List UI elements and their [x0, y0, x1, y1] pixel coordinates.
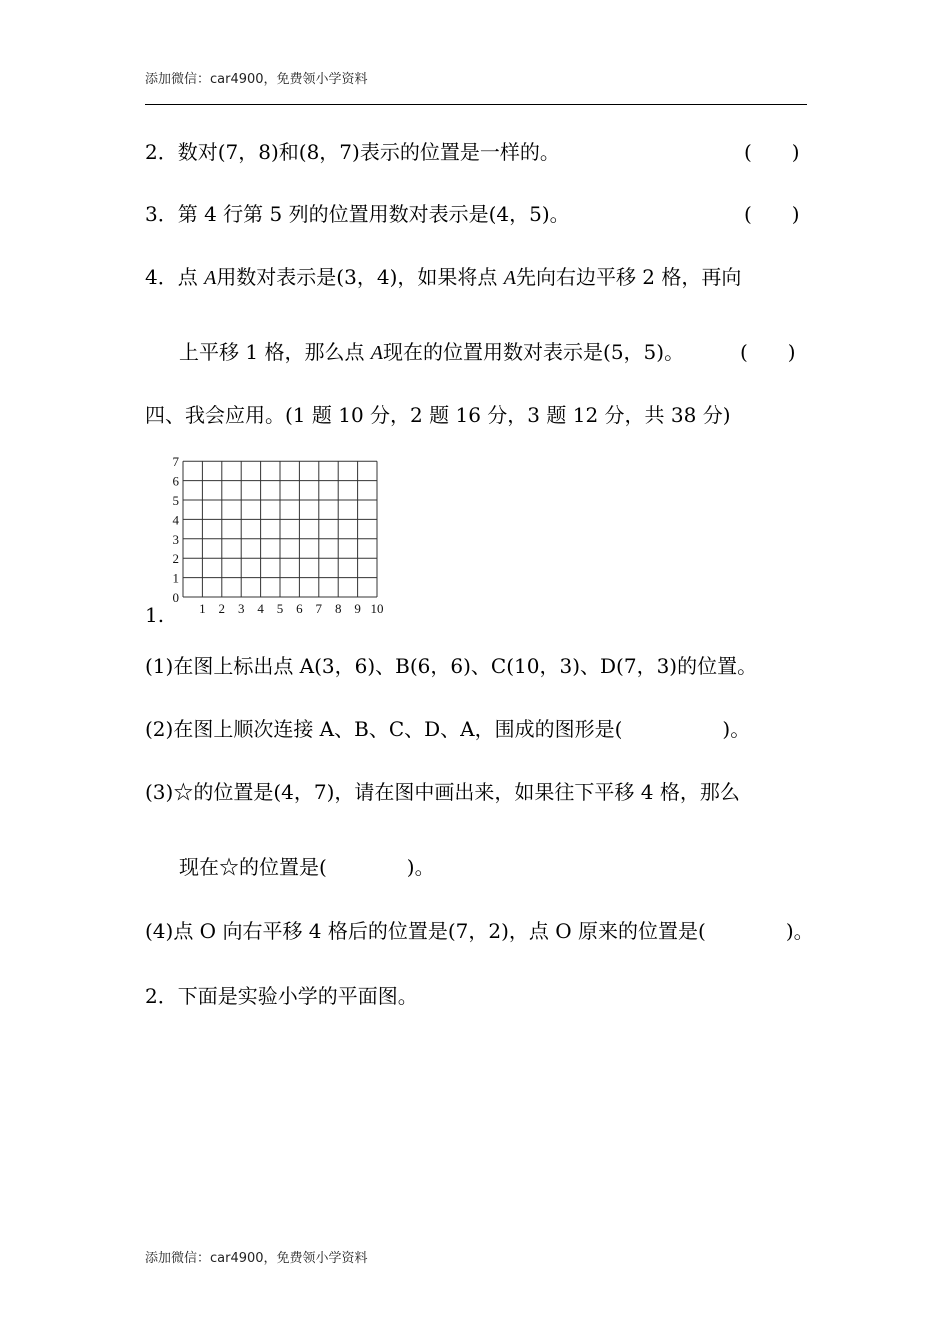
coordinate-grid: [165, 454, 395, 619]
q1-sub1: (1)在图上标出点 A(3，6)、B(6，6)、C(10，3)、D(7，3)的位置。: [145, 654, 758, 678]
footer-note: 添加微信：car4900，免费领小学资料: [145, 1251, 368, 1266]
x-tick-label: 10: [370, 601, 384, 616]
judge-item-3-answer[interactable]: ( ): [744, 202, 800, 226]
x-tick-label: 7: [315, 601, 323, 616]
x-tick-label: 4: [257, 601, 264, 616]
header-divider: [145, 104, 807, 105]
q1-sub3-line2: 现在☆的位置是( )。: [179, 855, 435, 879]
x-tick-label: 2: [218, 601, 226, 616]
section-title: 四、我会应用。(1 题 10 分，2 题 16 分，3 题 12 分，共 38 分): [145, 403, 731, 427]
origin-label: 0: [172, 590, 179, 605]
judge-item-4-line2: 上平移 1 格，那么点 A现在的位置用数对表示是(5，5)。: [179, 340, 685, 364]
x-tick-label: 6: [296, 601, 303, 616]
x-tick-label: 9: [354, 601, 361, 616]
judge-item-4-line1: 4．点 A用数对表示是(3，4)，如果将点 A先向右边平移 2 格，再向: [145, 265, 742, 289]
x-tick-label: 5: [276, 601, 284, 616]
x-tick-label: 8: [334, 601, 342, 616]
grid-lines: [183, 461, 377, 597]
judge-item-3: 3．第 4 行第 5 列的位置用数对表示是(4，5)。: [145, 202, 570, 226]
y-tick-label: 2: [172, 551, 179, 567]
y-tick-label: 7: [172, 454, 179, 470]
y-tick-label: 6: [172, 473, 179, 489]
q2-text: 2．下面是实验小学的平面图。: [145, 984, 418, 1008]
grid-labels: [173, 454, 384, 616]
q1-sub4: (4)点 O 向右平移 4 格后的位置是(7，2)，点 O 原来的位置是( )。: [145, 919, 814, 943]
q1-sub3-line1: (3)☆的位置是(4，7)，请在图中画出来，如果往下平移 4 格，那么: [145, 780, 740, 804]
x-tick-label: 3: [237, 601, 245, 616]
judge-item-2: 2．数对(7，8)和(8，7)表示的位置是一样的。: [145, 140, 560, 164]
judge-item-4-answer[interactable]: ( ): [740, 340, 796, 364]
y-tick-label: 4: [172, 512, 179, 528]
header-note: 添加微信：car4900，免费领小学资料: [145, 72, 368, 87]
y-tick-label: 5: [172, 493, 179, 508]
y-tick-label: 3: [172, 531, 179, 547]
q1-sub2: (2)在图上顺次连接 A、B、C、D、A，围成的图形是( )。: [145, 717, 751, 741]
y-tick-label: 1: [172, 570, 179, 586]
q1-number: 1.: [145, 603, 165, 627]
judge-item-2-answer[interactable]: ( ): [744, 140, 800, 164]
x-tick-label: 1: [199, 601, 206, 616]
